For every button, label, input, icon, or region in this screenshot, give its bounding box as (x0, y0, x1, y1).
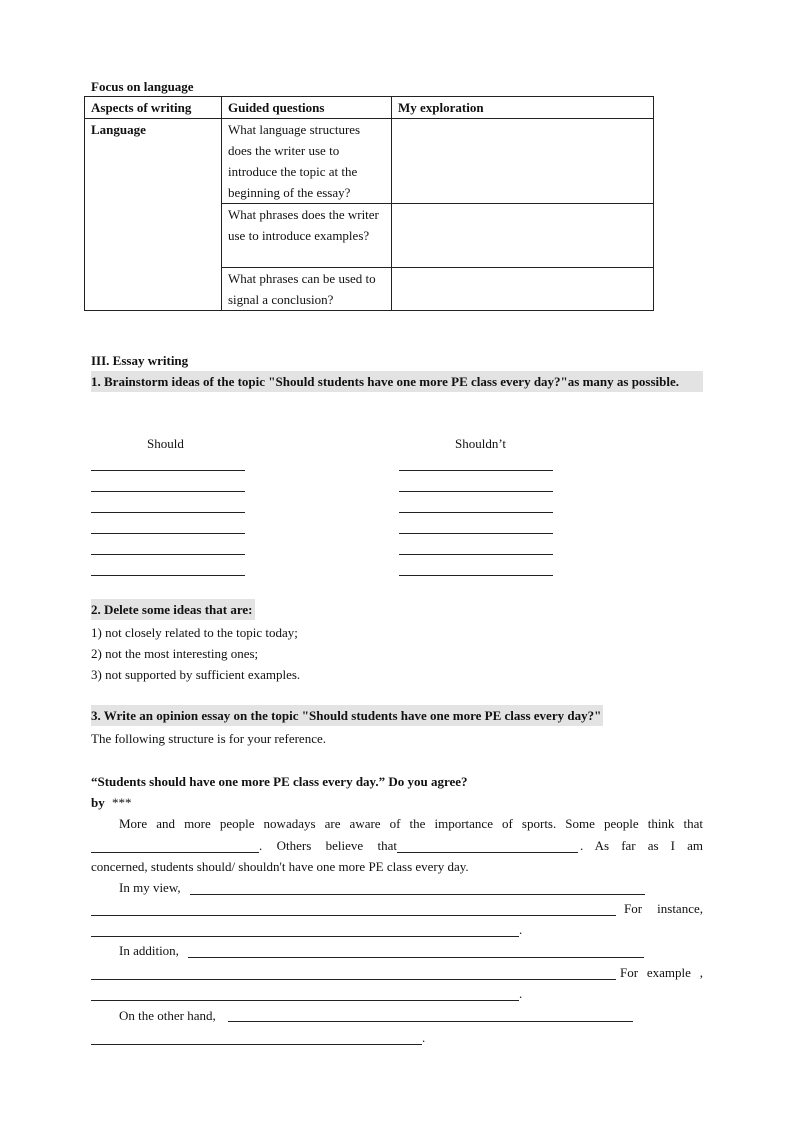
should-line[interactable] (91, 491, 245, 492)
table-row (85, 119, 654, 204)
shouldnt-line[interactable] (399, 512, 553, 513)
header-aspects: Aspects of writing (85, 97, 222, 119)
other-hand-label: On the other hand, (119, 1008, 216, 1023)
addition-label: In addition, (119, 943, 179, 958)
should-label: Should (147, 436, 184, 451)
list-item: 3) not supported by sufficient examples. (91, 667, 301, 682)
should-line[interactable] (91, 533, 245, 534)
header-questions: Guided questions (222, 97, 392, 119)
list-item: 2) not the most interesting ones; (91, 646, 259, 661)
period: . (519, 922, 523, 937)
exploration-cell[interactable] (392, 268, 654, 311)
byline-label: by (91, 795, 105, 810)
shouldnt-line[interactable] (399, 491, 553, 492)
should-line[interactable] (91, 470, 245, 471)
table-header-row (85, 97, 654, 119)
exploration-cell[interactable] (392, 119, 654, 204)
blank-line[interactable] (190, 894, 645, 895)
p1-as-far: . As far as I am (580, 838, 703, 853)
focus-table (84, 96, 654, 311)
reference-note: The following structure is for your reference. (91, 731, 326, 746)
byline (91, 792, 131, 813)
aspect-language: Language (85, 119, 222, 311)
task-3: 3. Write an opinion essay on the topic "Should students have one more PE class every day?" (91, 705, 603, 726)
question-cell: What language structures does the writer use to introduce the topic at the beginning of the essay? (222, 119, 392, 204)
byline-stars: *** (111, 795, 132, 810)
should-line[interactable] (91, 512, 245, 513)
instance-label: For instance, (624, 901, 703, 916)
example-label: For example , (620, 965, 703, 980)
view-label: In my view, (119, 880, 181, 895)
question-cell: What phrases can be used to signal a conclusion? (222, 268, 392, 311)
p1-others: . Others believe that (259, 838, 397, 853)
blank-line[interactable] (228, 1021, 633, 1022)
exploration-cell[interactable] (392, 204, 654, 268)
task-1: 1. Brainstorm ideas of the topic "Should students have one more PE class every day?"as many as possible. (91, 371, 703, 392)
shouldnt-label: Shouldn’t (455, 436, 507, 451)
blank-line[interactable] (91, 979, 616, 980)
p1-line1: More and more people nowadays are aware of the importance of sports. Some people think that (119, 816, 703, 831)
p1-line3: concerned, students should/ shouldn't have one more PE class every day. (91, 859, 469, 874)
shouldnt-line[interactable] (399, 533, 553, 534)
section-heading: III. Essay writing (91, 353, 189, 368)
blank-line[interactable] (91, 1044, 422, 1045)
should-line[interactable] (91, 554, 245, 555)
blank-line[interactable] (397, 852, 578, 853)
shouldnt-line[interactable] (399, 470, 553, 471)
blank-line[interactable] (91, 936, 519, 937)
blank-line[interactable] (91, 852, 259, 853)
period: . (422, 1030, 426, 1045)
blank-line[interactable] (91, 915, 616, 916)
task-2: 2. Delete some ideas that are: (91, 599, 255, 620)
blank-line[interactable] (188, 957, 644, 958)
header-exploration: My exploration (392, 97, 654, 119)
shouldnt-line[interactable] (399, 575, 553, 576)
blank-line[interactable] (91, 1000, 519, 1001)
should-line[interactable] (91, 575, 245, 576)
question-cell: What phrases does the writer use to introduce examples? (222, 204, 392, 268)
shouldnt-line[interactable] (399, 554, 553, 555)
essay-title: “Students should have one more PE class every day.” Do you agree? (91, 774, 468, 789)
focus-title: Focus on language (91, 79, 194, 94)
list-item: 1) not closely related to the topic today; (91, 625, 298, 640)
period: . (519, 986, 523, 1001)
